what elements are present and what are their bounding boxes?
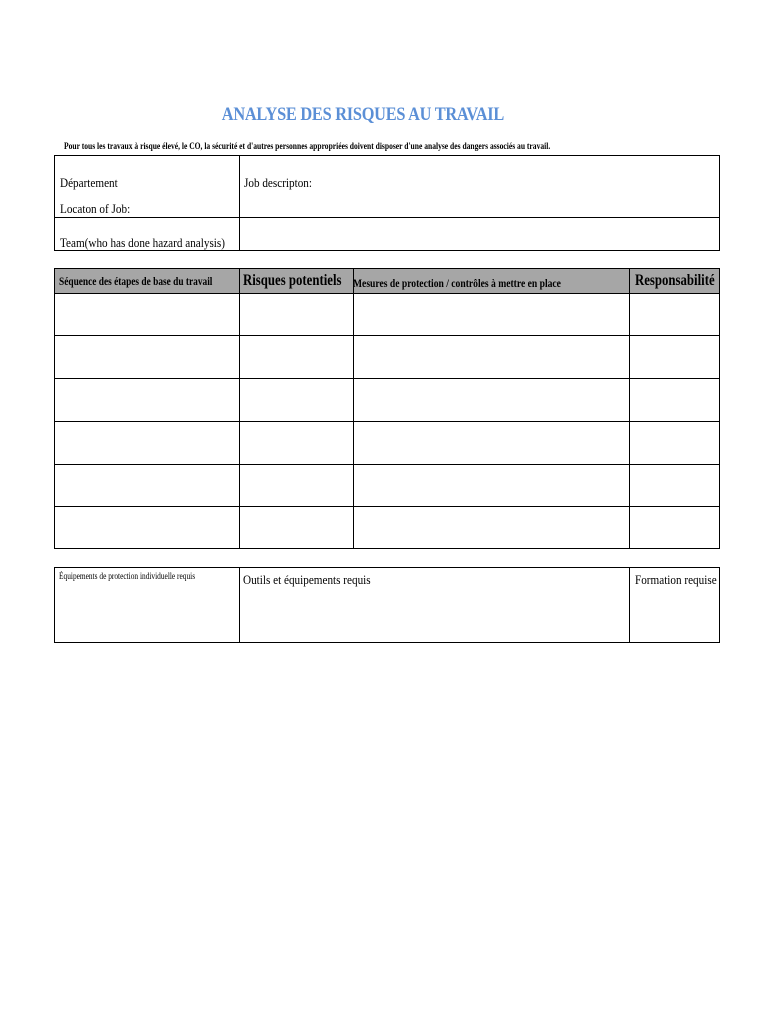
job-description-label: Job descripton: [244, 175, 313, 190]
header-steps-sequence: Séquence des étapes de base du travail [59, 274, 213, 288]
tools-required-label: Outils et équipements requis [243, 572, 371, 587]
intro-text: Pour tous les travaux à risque élevé, le CO, la sécurité et d'autres personnes appropriées doivent disposer d'une analyse des dangers associés au travail. [64, 141, 551, 151]
document-title: ANALYSE DES RISQUES AU TRAVAIL [221, 104, 505, 125]
training-required-label: Formation requise [635, 572, 717, 587]
header-potential-risks: Risques potentiels [243, 272, 342, 289]
department-label: Département [60, 175, 118, 190]
ppe-required-label: Équipements de protection individuelle requis [59, 571, 196, 581]
header-responsibility: Responsabilité [635, 272, 715, 289]
steps-table [54, 268, 720, 549]
info-table [54, 155, 720, 251]
location-of-job-label: Locaton of Job: [60, 201, 131, 216]
requirements-table [54, 567, 720, 643]
team-label: Team(who has done hazard analysis) [60, 235, 225, 250]
header-protection-measures: Mesures de protection / contrôles à mettre en place [353, 276, 561, 290]
